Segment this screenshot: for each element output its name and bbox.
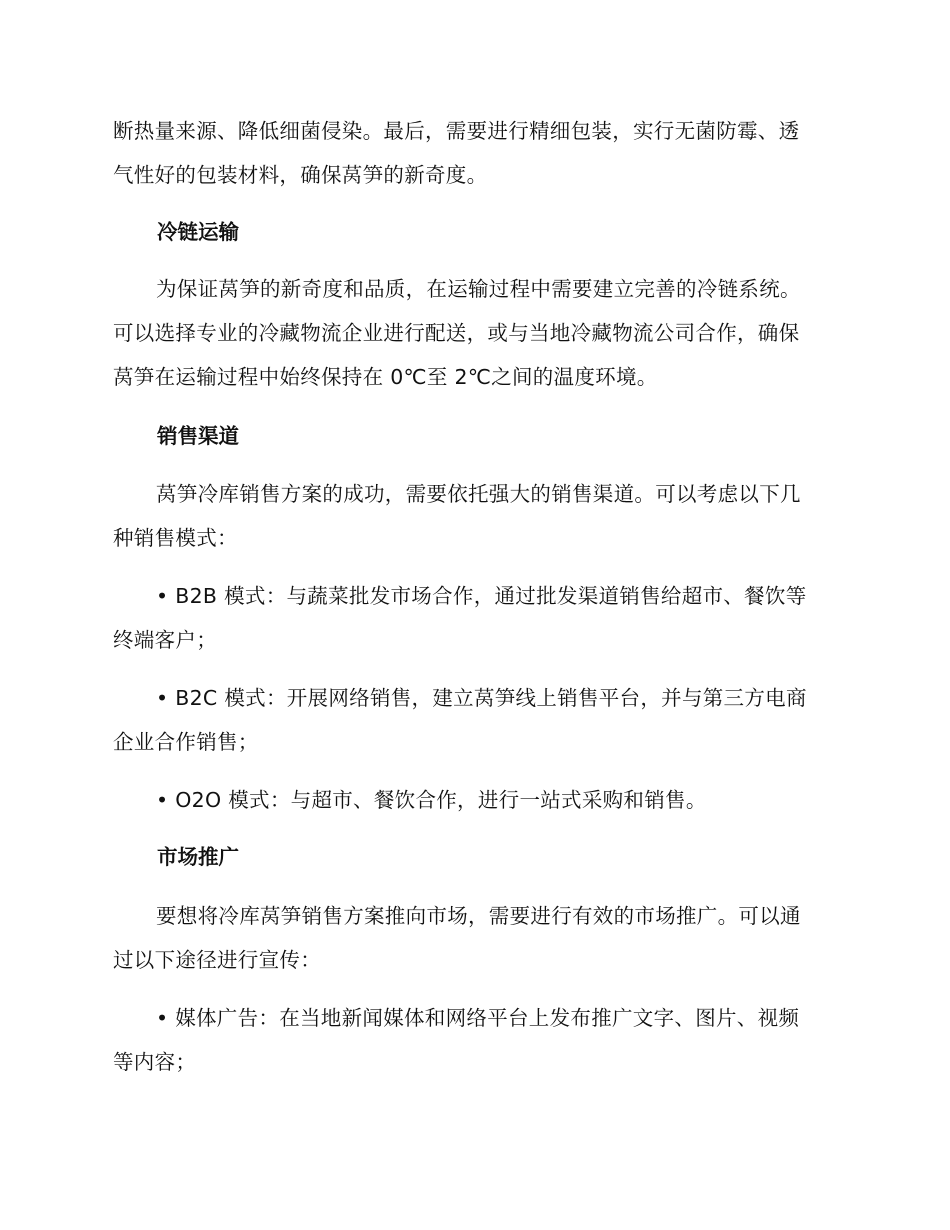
paragraph-line: 莴笋在运输过程中始终保持在 0℃至 2℃之间的温度环境。 [113, 365, 658, 389]
list-item-b2b [113, 574, 835, 662]
paragraph-line: 可以选择专业的冷藏物流企业进行配送，或与当地冷藏物流公司合作，确保 [113, 321, 800, 345]
list-item-media-ads [113, 996, 835, 1084]
sales-intro-paragraph [113, 472, 835, 560]
marketing-intro-paragraph [113, 894, 835, 982]
list-item-o2o [113, 778, 835, 822]
paragraph-line: • B2B 模式：与蔬菜批发市场合作，通过批发渠道销售给超市、餐饮等 [156, 584, 807, 608]
section-heading-marketing: 市场推广 [157, 845, 239, 869]
paragraph-line: 终端客户； [113, 628, 217, 652]
paragraph-line: 等内容； [113, 1050, 197, 1074]
paragraph-line: 过以下途径进行宣传： [113, 948, 321, 972]
section-heading-cold-chain: 冷链运输 [157, 220, 239, 244]
paragraph-line: 为保证莴笋的新奇度和品质，在运输过程中需要建立完善的冷链系统。 [156, 277, 801, 301]
paragraph-line: • 媒体广告：在当地新闻媒体和网络平台上发布推广文字、图片、视频 [156, 1006, 800, 1030]
section-heading-sales-channels: 销售渠道 [157, 424, 239, 448]
paragraph-line: 断热量来源、降低细菌侵染。最后，需要进行精细包装，实行无菌防霉、透 [113, 119, 800, 143]
paragraph-line: 种销售模式： [113, 526, 238, 550]
intro-paragraph [113, 109, 835, 197]
paragraph-line: 要想将冷库莴笋销售方案推向市场，需要进行有效的市场推广。可以通 [156, 904, 801, 928]
paragraph-line: 莴笋冷库销售方案的成功，需要依托强大的销售渠道。可以考虑以下几 [156, 482, 801, 506]
paragraph-line: • B2C 模式：开展网络销售，建立莴笋线上销售平台，并与第三方电商 [156, 686, 807, 710]
paragraph-line: • O2O 模式：与超市、餐饮合作，进行一站式采购和销售。 [156, 788, 707, 812]
cold-chain-paragraph [113, 267, 835, 399]
paragraph-line: 气性好的包装材料，确保莴笋的新奇度。 [113, 163, 488, 187]
list-item-b2c [113, 676, 835, 764]
paragraph-line: 企业合作销售； [113, 730, 259, 754]
